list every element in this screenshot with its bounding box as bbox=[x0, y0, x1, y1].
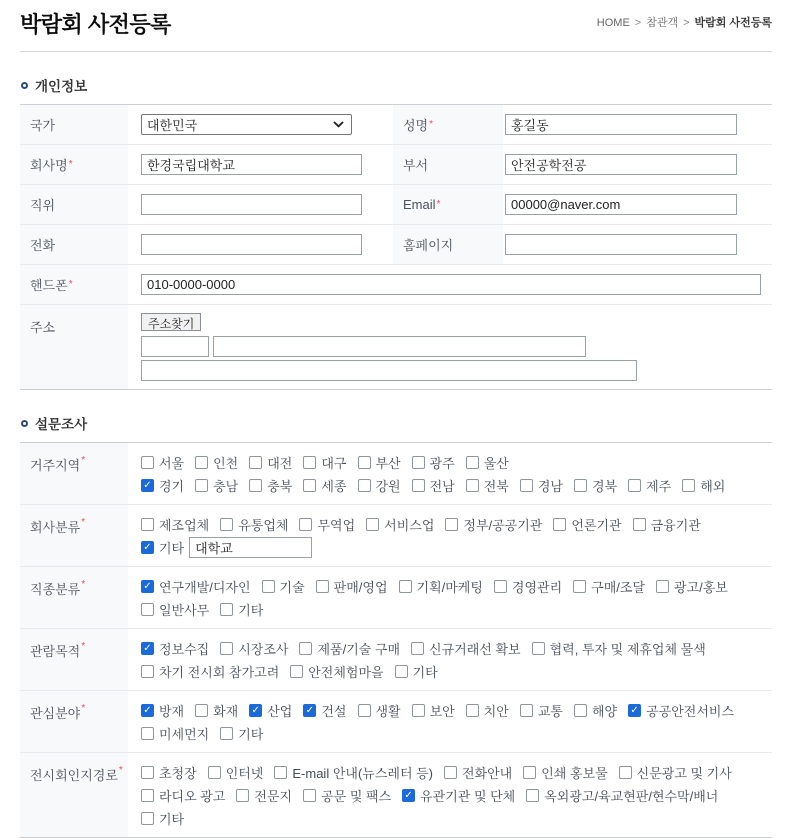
checkbox-label: 전남 bbox=[429, 479, 455, 494]
circle-bullet-icon bbox=[21, 420, 28, 427]
breadcrumb-visitor[interactable]: 참관객 bbox=[646, 17, 679, 29]
checkbox-unchecked-icon[interactable] bbox=[656, 580, 669, 593]
other-text-input[interactable] bbox=[189, 537, 312, 558]
checkbox-option[interactable] bbox=[574, 476, 617, 495]
checkbox-unchecked-icon[interactable] bbox=[574, 479, 587, 492]
checkbox-option[interactable] bbox=[141, 786, 225, 805]
checkbox-unchecked-icon[interactable] bbox=[299, 518, 312, 531]
checkbox-option[interactable] bbox=[141, 600, 209, 619]
checkbox-checked-icon[interactable] bbox=[141, 479, 154, 492]
checkbox-unchecked-icon[interactable] bbox=[195, 704, 208, 717]
checkbox-unchecked-icon[interactable] bbox=[574, 704, 587, 717]
checkbox-label: 울산 bbox=[483, 456, 509, 471]
checkbox-unchecked-icon[interactable] bbox=[141, 518, 154, 531]
checkbox-option[interactable] bbox=[141, 453, 184, 472]
checkbox-option[interactable] bbox=[141, 724, 209, 743]
checkbox-unchecked-icon[interactable] bbox=[249, 479, 262, 492]
checkbox-label: 산업 bbox=[267, 704, 293, 719]
awareness-channel-label: 전시회인지경로 * bbox=[20, 753, 128, 837]
checkbox-unchecked-icon[interactable] bbox=[399, 580, 412, 593]
checkbox-line bbox=[141, 598, 772, 621]
checkbox-option[interactable] bbox=[303, 476, 346, 495]
checkbox-unchecked-icon[interactable] bbox=[303, 789, 316, 802]
checkbox-option[interactable] bbox=[141, 577, 251, 596]
breadcrumb-separator: > bbox=[683, 17, 690, 29]
checkbox-option[interactable] bbox=[399, 577, 483, 596]
checkbox-option[interactable] bbox=[303, 453, 346, 472]
checkbox-label: 차기 전시회 참가고려 bbox=[159, 665, 280, 680]
checkbox-unchecked-icon[interactable] bbox=[523, 766, 536, 779]
checkbox-option[interactable] bbox=[220, 724, 263, 743]
table-row bbox=[20, 225, 772, 265]
checkbox-unchecked-icon[interactable] bbox=[303, 479, 316, 492]
checkbox-label: 라디오 광고 bbox=[159, 789, 226, 804]
checkbox-label: 전북 bbox=[483, 479, 509, 494]
country-label: 국가 bbox=[20, 105, 128, 144]
checkbox-unchecked-icon[interactable] bbox=[220, 603, 233, 616]
checkbox-option[interactable] bbox=[402, 786, 515, 805]
visit-purpose-label: 관람목적 * bbox=[20, 629, 128, 690]
checkbox-unchecked-icon[interactable] bbox=[633, 518, 646, 531]
email-input[interactable] bbox=[505, 194, 737, 215]
mobile-label: 핸드폰 * bbox=[20, 265, 128, 304]
checkbox-label: 공공안전서비스 bbox=[646, 704, 735, 719]
checkbox-option[interactable] bbox=[141, 476, 184, 495]
required-mark: * bbox=[81, 517, 86, 528]
checkbox-option[interactable] bbox=[220, 600, 263, 619]
checkbox-unchecked-icon[interactable] bbox=[208, 766, 221, 779]
checkbox-checked-icon[interactable] bbox=[141, 704, 154, 717]
checkbox-option[interactable] bbox=[208, 763, 264, 782]
checkbox-unchecked-icon[interactable] bbox=[520, 479, 533, 492]
checkbox-label: 대전 bbox=[267, 456, 293, 471]
checkbox-option[interactable] bbox=[303, 786, 391, 805]
checkbox-option[interactable] bbox=[619, 763, 732, 782]
homepage-label: 홈페이지 bbox=[393, 225, 503, 264]
checkbox-option[interactable] bbox=[412, 701, 455, 720]
checkbox-unchecked-icon[interactable] bbox=[358, 479, 371, 492]
checkbox-checked-icon[interactable] bbox=[303, 704, 316, 717]
checkbox-checked-icon[interactable] bbox=[141, 580, 154, 593]
checkbox-unchecked-icon[interactable] bbox=[573, 580, 586, 593]
checkbox-checked-icon[interactable] bbox=[249, 704, 262, 717]
checkbox-option[interactable] bbox=[141, 809, 184, 828]
homepage-input[interactable] bbox=[505, 234, 737, 255]
checkbox-option[interactable] bbox=[494, 577, 562, 596]
checkbox-option[interactable] bbox=[220, 639, 288, 658]
checkbox-unchecked-icon[interactable] bbox=[682, 479, 695, 492]
breadcrumb bbox=[597, 14, 772, 30]
country-select-value: 대한민국 bbox=[147, 118, 198, 133]
breadcrumb-current: 박람회 사전등록 bbox=[694, 17, 772, 29]
checkbox-unchecked-icon[interactable] bbox=[236, 789, 249, 802]
checkbox-unchecked-icon[interactable] bbox=[141, 789, 154, 802]
checkbox-unchecked-icon[interactable] bbox=[141, 812, 154, 825]
checkbox-label: 보안 bbox=[429, 704, 455, 719]
country-select[interactable] bbox=[141, 114, 352, 135]
checkbox-label: 충남 bbox=[213, 479, 239, 494]
required-mark: * bbox=[118, 765, 123, 776]
table-row bbox=[20, 305, 772, 389]
checkbox-option[interactable] bbox=[303, 701, 346, 720]
checkbox-label: 판매/영업 bbox=[333, 580, 388, 595]
table-row bbox=[20, 265, 772, 305]
checkbox-label: 경기 bbox=[159, 479, 185, 494]
checkbox-unchecked-icon[interactable] bbox=[299, 642, 312, 655]
checkbox-label: 서울 bbox=[159, 456, 185, 471]
company-input[interactable] bbox=[141, 154, 362, 175]
checkbox-option[interactable] bbox=[466, 453, 509, 472]
checkbox-unchecked-icon[interactable] bbox=[466, 704, 479, 717]
checkbox-option[interactable] bbox=[141, 639, 209, 658]
checkbox-option[interactable] bbox=[220, 515, 288, 534]
checkbox-unchecked-icon[interactable] bbox=[141, 603, 154, 616]
checkbox-option[interactable] bbox=[249, 476, 292, 495]
checkbox-label: 기타 bbox=[238, 727, 264, 742]
residence-label: 거주지역 * bbox=[20, 443, 128, 504]
phone-label: 전화 bbox=[20, 225, 128, 264]
checkbox-label: 경영관리 bbox=[511, 580, 563, 595]
phone-input[interactable] bbox=[141, 234, 362, 255]
checkbox-label: 기타 bbox=[412, 665, 438, 680]
checkbox-unchecked-icon[interactable] bbox=[619, 766, 632, 779]
checkbox-label: 일반사무 bbox=[159, 603, 210, 618]
checkbox-label: 경남 bbox=[537, 479, 563, 494]
checkbox-label: 초청장 bbox=[159, 766, 197, 781]
checkbox-label: 전화안내 bbox=[462, 766, 513, 781]
checkbox-option[interactable] bbox=[358, 701, 401, 720]
email-label: Email * bbox=[393, 185, 503, 224]
checkbox-unchecked-icon[interactable] bbox=[141, 456, 154, 469]
checkbox-label: 언론기관 bbox=[571, 518, 622, 533]
checkbox-line bbox=[141, 761, 772, 784]
residence-options bbox=[128, 443, 772, 504]
company-type-label: 회사분류 * bbox=[20, 505, 128, 566]
required-mark: * bbox=[68, 279, 73, 290]
checkbox-label: 제품/기술 구매 bbox=[317, 642, 401, 657]
checkbox-unchecked-icon[interactable] bbox=[412, 704, 425, 717]
checkbox-line bbox=[141, 536, 772, 559]
mobile-input[interactable] bbox=[141, 274, 761, 295]
checkbox-option[interactable] bbox=[274, 763, 433, 782]
checkbox-label: 인터넷 bbox=[225, 766, 264, 781]
checkbox-label: 서비스업 bbox=[384, 518, 435, 533]
checkbox-label: 광주 bbox=[429, 456, 455, 471]
checkbox-option[interactable] bbox=[573, 577, 645, 596]
checkbox-unchecked-icon[interactable] bbox=[220, 518, 233, 531]
checkbox-unchecked-icon[interactable] bbox=[445, 518, 458, 531]
checkbox-label: 정부/공공기관 bbox=[463, 518, 543, 533]
checkbox-checked-icon[interactable] bbox=[141, 642, 154, 655]
checkbox-option[interactable] bbox=[195, 453, 238, 472]
checkbox-option[interactable] bbox=[412, 476, 455, 495]
checkbox-option[interactable] bbox=[249, 701, 292, 720]
checkbox-label: 기획/마케팅 bbox=[416, 580, 483, 595]
checkbox-option[interactable] bbox=[628, 476, 671, 495]
section-title-text: 설문조사 bbox=[35, 417, 88, 432]
checkbox-label: 구매/조달 bbox=[591, 580, 646, 595]
checkbox-checked-icon[interactable] bbox=[402, 789, 415, 802]
checkbox-label: 부산 bbox=[375, 456, 401, 471]
checkbox-unchecked-icon[interactable] bbox=[366, 518, 379, 531]
chevron-down-icon bbox=[333, 121, 344, 128]
checkbox-option[interactable] bbox=[358, 453, 401, 472]
checkbox-option[interactable] bbox=[358, 476, 401, 495]
address-label: 주소 bbox=[20, 305, 128, 389]
checkbox-option[interactable] bbox=[141, 662, 279, 681]
checkbox-unchecked-icon[interactable] bbox=[412, 456, 425, 469]
checkbox-label: 방재 bbox=[159, 704, 185, 719]
survey-row-residence bbox=[20, 443, 772, 505]
checkbox-label: 치안 bbox=[483, 704, 509, 719]
checkbox-option[interactable] bbox=[526, 786, 718, 805]
checkbox-unchecked-icon[interactable] bbox=[141, 665, 154, 678]
required-mark: * bbox=[81, 455, 86, 466]
zipcode-input[interactable] bbox=[141, 336, 209, 357]
checkbox-line bbox=[141, 807, 772, 830]
checkbox-unchecked-icon[interactable] bbox=[466, 479, 479, 492]
checkbox-checked-icon[interactable] bbox=[141, 541, 154, 554]
checkbox-option[interactable] bbox=[316, 577, 388, 596]
checkbox-unchecked-icon[interactable] bbox=[220, 642, 233, 655]
checkbox-label: 교통 bbox=[537, 704, 563, 719]
section-title-survey bbox=[21, 413, 772, 433]
checkbox-label: 기타 bbox=[238, 603, 264, 618]
checkbox-unchecked-icon[interactable] bbox=[466, 456, 479, 469]
checkbox-unchecked-icon[interactable] bbox=[195, 456, 208, 469]
checkbox-label: 무역업 bbox=[317, 518, 356, 533]
company-type-options bbox=[128, 505, 772, 566]
checkbox-option[interactable] bbox=[299, 639, 400, 658]
checkbox-option[interactable] bbox=[195, 701, 238, 720]
checkbox-label: 강원 bbox=[375, 479, 401, 494]
checkbox-unchecked-icon[interactable] bbox=[274, 766, 287, 779]
checkbox-unchecked-icon[interactable] bbox=[412, 479, 425, 492]
checkbox-option[interactable] bbox=[141, 537, 312, 558]
checkbox-label: 전문지 bbox=[254, 789, 293, 804]
checkbox-option[interactable] bbox=[141, 763, 197, 782]
checkbox-option[interactable] bbox=[366, 515, 434, 534]
checkbox-label: 화재 bbox=[213, 704, 239, 719]
job-type-options bbox=[128, 567, 772, 628]
checkbox-unchecked-icon[interactable] bbox=[358, 456, 371, 469]
checkbox-unchecked-icon[interactable] bbox=[316, 580, 329, 593]
required-mark: * bbox=[68, 159, 73, 170]
checkbox-line bbox=[141, 722, 772, 745]
checkbox-unchecked-icon[interactable] bbox=[532, 642, 545, 655]
checkbox-label: 건설 bbox=[321, 704, 347, 719]
checkbox-label: 미세먼지 bbox=[159, 727, 210, 742]
checkbox-option[interactable] bbox=[141, 515, 209, 534]
survey-row-job-type bbox=[20, 567, 772, 629]
interest-field-options bbox=[128, 691, 772, 752]
checkbox-line bbox=[141, 637, 772, 660]
checkbox-unchecked-icon[interactable] bbox=[520, 704, 533, 717]
checkbox-label: 생활 bbox=[375, 704, 401, 719]
required-mark: * bbox=[436, 199, 441, 210]
checkbox-unchecked-icon[interactable] bbox=[553, 518, 566, 531]
checkbox-label: 연구개발/디자인 bbox=[159, 580, 251, 595]
checkbox-unchecked-icon[interactable] bbox=[290, 665, 303, 678]
checkbox-label: 기타 bbox=[159, 812, 185, 827]
checkbox-label: 해외 bbox=[700, 479, 726, 494]
checkbox-line bbox=[141, 513, 772, 536]
checkbox-label: 충북 bbox=[267, 479, 293, 494]
checkbox-label: 정보수집 bbox=[159, 642, 210, 657]
awareness-channel-options bbox=[128, 753, 772, 837]
checkbox-label: 신문광고 및 기사 bbox=[636, 766, 732, 781]
section-title-personal-info bbox=[21, 75, 772, 95]
required-mark: * bbox=[81, 579, 86, 590]
checkbox-unchecked-icon[interactable] bbox=[195, 479, 208, 492]
checkbox-label: E-mail 안내(뉴스레터 등) bbox=[292, 766, 433, 781]
address1-input[interactable] bbox=[213, 336, 586, 357]
checkbox-line bbox=[141, 451, 772, 474]
table-row bbox=[20, 105, 772, 145]
checkbox-label: 제주 bbox=[646, 479, 672, 494]
circle-bullet-icon bbox=[21, 82, 28, 89]
table-row bbox=[20, 185, 772, 225]
page-header bbox=[20, 0, 772, 52]
name-input[interactable] bbox=[505, 114, 737, 135]
breadcrumb-separator: > bbox=[634, 17, 642, 29]
survey-table bbox=[20, 442, 772, 838]
visit-purpose-options bbox=[128, 629, 772, 690]
survey-row-interest-field bbox=[20, 691, 772, 753]
department-input[interactable] bbox=[505, 154, 737, 175]
checkbox-option[interactable] bbox=[682, 476, 725, 495]
checkbox-option[interactable] bbox=[299, 515, 355, 534]
department-label: 부서 bbox=[393, 145, 503, 184]
checkbox-label: 인쇄 홍보물 bbox=[541, 766, 608, 781]
required-mark: * bbox=[81, 641, 86, 652]
checkbox-option[interactable] bbox=[520, 476, 563, 495]
job-type-label: 직종분류 * bbox=[20, 567, 128, 628]
checkbox-option[interactable] bbox=[411, 639, 521, 658]
position-input[interactable] bbox=[141, 194, 362, 215]
checkbox-label: 금융기관 bbox=[650, 518, 701, 533]
checkbox-label: 세종 bbox=[321, 479, 347, 494]
checkbox-label: 대구 bbox=[321, 456, 347, 471]
checkbox-unchecked-icon[interactable] bbox=[358, 704, 371, 717]
checkbox-label: 경북 bbox=[592, 479, 618, 494]
checkbox-label: 유통업체 bbox=[238, 518, 289, 533]
table-row bbox=[20, 145, 772, 185]
survey-row-company-type bbox=[20, 505, 772, 567]
checkbox-option[interactable] bbox=[574, 701, 617, 720]
interest-field-label: 관심분야 * bbox=[20, 691, 128, 752]
checkbox-label: 인천 bbox=[213, 456, 239, 471]
checkbox-option[interactable] bbox=[249, 453, 292, 472]
checkbox-unchecked-icon[interactable] bbox=[395, 665, 408, 678]
checkbox-option[interactable] bbox=[395, 662, 438, 681]
checkbox-label: 제조업체 bbox=[159, 518, 210, 533]
checkbox-line bbox=[141, 575, 772, 598]
checkbox-unchecked-icon[interactable] bbox=[249, 456, 262, 469]
checkbox-option[interactable] bbox=[466, 476, 509, 495]
checkbox-unchecked-icon[interactable] bbox=[262, 580, 275, 593]
survey-row-visit-purpose bbox=[20, 629, 772, 691]
checkbox-option[interactable] bbox=[141, 701, 184, 720]
checkbox-option[interactable] bbox=[523, 763, 607, 782]
checkbox-line bbox=[141, 660, 772, 683]
company-label: 회사명 * bbox=[20, 145, 128, 184]
checkbox-unchecked-icon[interactable] bbox=[303, 456, 316, 469]
checkbox-option[interactable] bbox=[195, 476, 238, 495]
checkbox-line bbox=[141, 784, 772, 807]
checkbox-option[interactable] bbox=[628, 701, 734, 720]
address-search-button[interactable]: 주소찾기 bbox=[141, 313, 201, 331]
checkbox-label: 해양 bbox=[592, 704, 618, 719]
checkbox-label: 안전체험마을 bbox=[308, 665, 384, 680]
checkbox-unchecked-icon[interactable] bbox=[494, 580, 507, 593]
position-label: 직위 bbox=[20, 185, 128, 224]
required-mark: * bbox=[81, 703, 86, 714]
checkbox-unchecked-icon[interactable] bbox=[628, 479, 641, 492]
page-title: 박람회 사전등록 bbox=[20, 12, 171, 37]
required-mark: * bbox=[429, 119, 434, 130]
checkbox-unchecked-icon[interactable] bbox=[141, 766, 154, 779]
checkbox-option[interactable] bbox=[466, 701, 509, 720]
checkbox-option[interactable] bbox=[236, 786, 292, 805]
checkbox-label: 신규거래선 확보 bbox=[429, 642, 521, 657]
checkbox-option[interactable] bbox=[412, 453, 455, 472]
checkbox-label: 시장조사 bbox=[238, 642, 289, 657]
section-title-text: 개인정보 bbox=[35, 79, 88, 94]
checkbox-option[interactable] bbox=[520, 701, 563, 720]
checkbox-option[interactable] bbox=[633, 515, 701, 534]
checkbox-option[interactable] bbox=[262, 577, 305, 596]
checkbox-unchecked-icon[interactable] bbox=[444, 766, 457, 779]
checkbox-unchecked-icon[interactable] bbox=[141, 727, 154, 740]
checkbox-checked-icon[interactable] bbox=[628, 704, 641, 717]
breadcrumb-home[interactable]: HOME bbox=[596, 17, 630, 29]
name-label: 성명 * bbox=[393, 105, 503, 144]
checkbox-unchecked-icon[interactable] bbox=[526, 789, 539, 802]
checkbox-line bbox=[141, 699, 772, 722]
checkbox-label: 기타 bbox=[159, 541, 185, 556]
personal-info-table bbox=[20, 104, 772, 390]
checkbox-unchecked-icon[interactable] bbox=[220, 727, 233, 740]
checkbox-option[interactable] bbox=[532, 639, 706, 658]
checkbox-option[interactable] bbox=[290, 662, 383, 681]
checkbox-label: 광고/홍보 bbox=[674, 580, 728, 595]
address2-input[interactable] bbox=[141, 360, 637, 381]
checkbox-option[interactable] bbox=[444, 763, 512, 782]
checkbox-label: 유관기관 및 단체 bbox=[420, 789, 516, 804]
checkbox-line bbox=[141, 474, 772, 497]
checkbox-label: 공문 및 팩스 bbox=[321, 789, 392, 804]
survey-row-awareness-channel bbox=[20, 753, 772, 837]
checkbox-option[interactable] bbox=[656, 577, 728, 596]
checkbox-unchecked-icon[interactable] bbox=[411, 642, 424, 655]
checkbox-label: 기술 bbox=[279, 580, 305, 595]
checkbox-option[interactable] bbox=[553, 515, 621, 534]
checkbox-option[interactable] bbox=[445, 515, 542, 534]
checkbox-label: 옥외광고/육교현판/현수막/배너 bbox=[544, 789, 719, 804]
checkbox-label: 협력, 투자 및 제휴업체 물색 bbox=[549, 642, 706, 657]
